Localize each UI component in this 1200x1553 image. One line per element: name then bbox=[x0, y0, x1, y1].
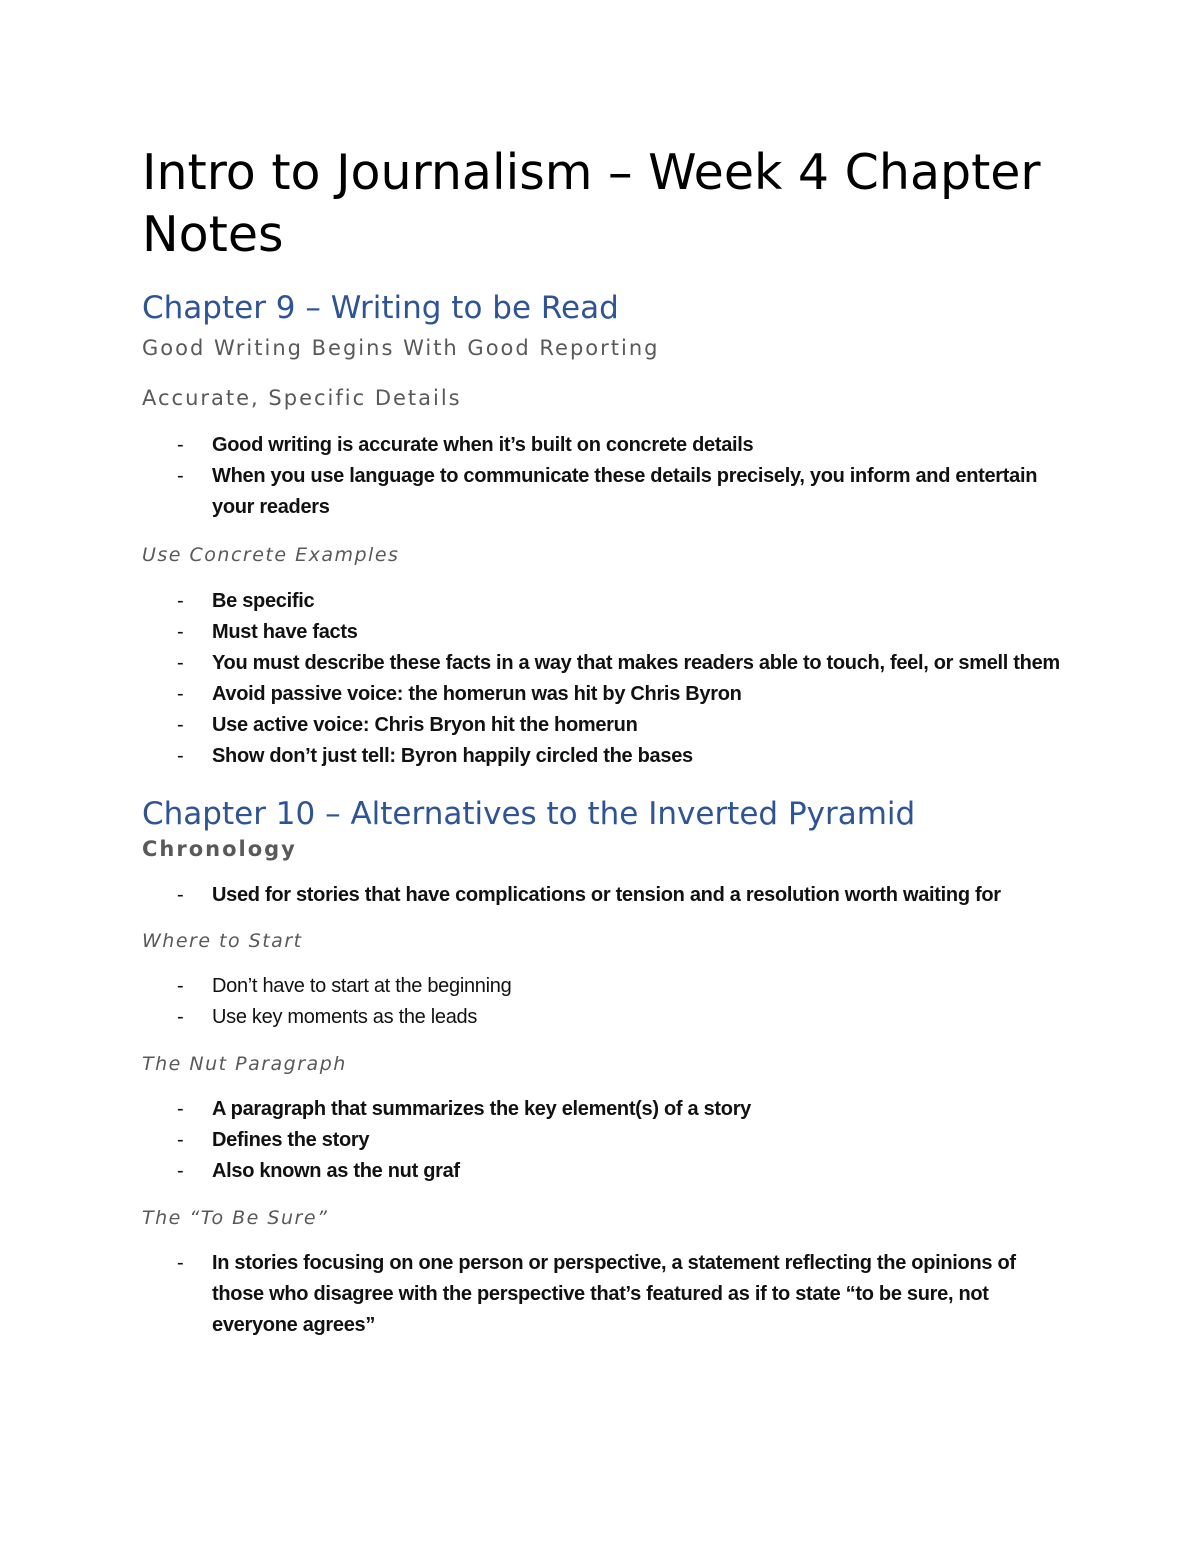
dash-bullet: - bbox=[177, 745, 184, 767]
list-item: - A paragraph that summarizes the key element(s) of a story bbox=[142, 1094, 1062, 1125]
chapter-9-heading: Chapter 9 – Writing to be Read bbox=[142, 290, 619, 326]
list-item: - Must have facts bbox=[142, 617, 1062, 648]
chapter-9-subheading: Good Writing Begins With Good Reporting bbox=[142, 336, 660, 360]
section-heading-where-to-start: Where to Start bbox=[142, 930, 303, 952]
dash-bullet: - bbox=[177, 590, 184, 612]
dash-bullet: - bbox=[177, 1252, 184, 1274]
chapter-10-subheading: Chronology bbox=[142, 837, 297, 861]
document-title: Intro to Journalism – Week 4 Chapter Notes bbox=[142, 144, 1041, 263]
list-to-be-sure bbox=[142, 1248, 1062, 1341]
dash-bullet: - bbox=[177, 621, 184, 643]
list-item: - Show don’t just tell: Byron happily circled the bases bbox=[142, 741, 1062, 772]
dash-bullet: - bbox=[177, 465, 184, 487]
list-where-to-start bbox=[142, 971, 1062, 1033]
list-item: - Be specific bbox=[142, 586, 1062, 617]
dash-bullet: - bbox=[177, 1129, 184, 1151]
list-item: - Good writing is accurate when it’s built on concrete details bbox=[142, 430, 1062, 461]
dash-bullet: - bbox=[177, 652, 184, 674]
list-concrete-examples bbox=[142, 586, 1062, 772]
list-item: - Avoid passive voice: the homerun was hit by Chris Byron bbox=[142, 679, 1062, 710]
list-nut-paragraph bbox=[142, 1094, 1062, 1187]
section-heading-to-be-sure: The “To Be Sure” bbox=[142, 1207, 329, 1229]
list-chronology bbox=[142, 880, 1062, 911]
dash-bullet: - bbox=[177, 1006, 184, 1028]
dash-bullet: - bbox=[177, 884, 184, 906]
dash-bullet: - bbox=[177, 975, 184, 997]
dash-bullet: - bbox=[177, 1098, 184, 1120]
dash-bullet: - bbox=[177, 434, 184, 456]
chapter-10-heading: Chapter 10 – Alternatives to the Inverted Pyramid bbox=[142, 796, 916, 832]
list-item: - Defines the story bbox=[142, 1125, 1062, 1156]
list-item: - Use active voice: Chris Bryon hit the homerun bbox=[142, 710, 1062, 741]
section-heading-nut-paragraph: The Nut Paragraph bbox=[142, 1053, 347, 1075]
list-accurate-details bbox=[142, 430, 1062, 523]
list-item: - When you use language to communicate these details precisely, you inform and entertain your readers bbox=[142, 461, 1062, 523]
section-heading-concrete-examples: Use Concrete Examples bbox=[142, 544, 400, 566]
dash-bullet: - bbox=[177, 714, 184, 736]
list-item: - In stories focusing on one person or perspective, a statement reflecting the opinions of those who disagree with the perspective that’s featured as if to state “to be sure, not everyone agrees” bbox=[142, 1248, 1062, 1341]
section-heading-accurate-details: Accurate, Specific Details bbox=[142, 386, 462, 410]
list-item: - Don’t have to start at the beginning bbox=[142, 971, 1062, 1002]
document-page bbox=[142, 142, 1062, 1341]
list-item: - You must describe these facts in a way that makes readers able to touch, feel, or smell them bbox=[142, 648, 1062, 679]
list-item: - Used for stories that have complications or tension and a resolution worth waiting for bbox=[142, 880, 1062, 911]
dash-bullet: - bbox=[177, 683, 184, 705]
list-item: - Also known as the nut graf bbox=[142, 1156, 1062, 1187]
list-item: - Use key moments as the leads bbox=[142, 1002, 1062, 1033]
dash-bullet: - bbox=[177, 1160, 184, 1182]
